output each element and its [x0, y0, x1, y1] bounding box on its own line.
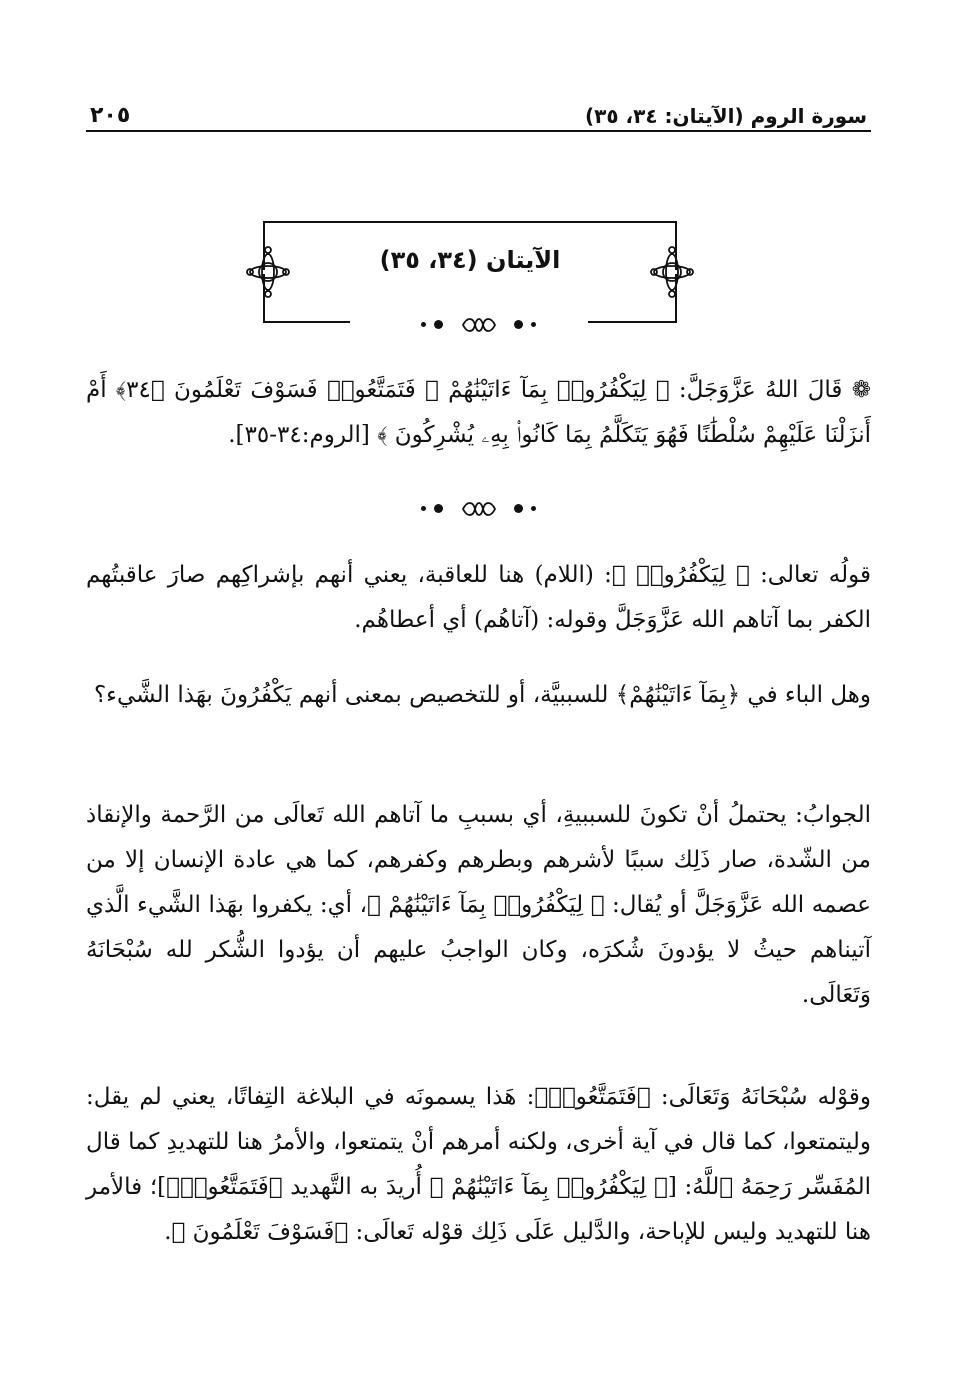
knot-ornament-icon: [650, 242, 694, 302]
header-rule: [86, 130, 871, 132]
paragraph: وقوْله سُبْحَانَهُ وَتَعَالَى: ﴿فَتَمَتَّعُوا۟﴾: هَذا يسمونَه في البلاغة التِفاتًا، يعني لم يقل: وليتمتعوا، كما قال في آية أخرى، ولكنه أمرهم أنْ يتمتعوا، والأمرُ هنا للتهديدِ كما قال المُفَسِّر رَحِمَهُ ٱللَّهُ: [﴿ لِيَكْفُرُوا۟ بِمَآ ءَاتَيْنَٰهُمْ ﴾ أُريدَ به التَّهديد ﴿فَتَمَتَّعُوا۟﴾]؛ فالأمر هنا للتهديد وليس للإباحة، والدَّليل عَلَى ذَلِك قوْله تَعالَى: ﴿فَسَوْفَ تَعْلَمُونَ ﴾.: [86, 1084, 871, 1245]
verse-block: ❁ قَالَ اللهُ عَزَّوَجَلَّ: ﴿ لِيَكْفُرُوا۟ بِمَآ ءَاتَيْنَٰهُمْ ۚ فَتَمَتَّعُوا۟ فَسَوْفَ تَعْلَمُونَ ﴿٣٤﴾ أَمْ أَنزَلْنَا عَلَيْهِمْ سُلْطَٰنًا فَهُوَ يَتَكَلَّمُ بِمَا كَانُوا۟ بِهِۦ يُشْرِكُونَ ﴾ [الروم:٣٤-٣٥].: [86, 377, 871, 448]
running-title: سورة الروم (الآيتان: ٣٤، ٣٥): [585, 104, 867, 128]
section-title-frame: [262, 220, 678, 324]
page-number: ٢٠٥: [90, 103, 131, 128]
divider-knot-icon: [461, 317, 497, 333]
ornamental-divider: [0, 498, 957, 517]
paragraph: قولُه تعالى: ﴿ لِيَكْفُرُوا۟ ﴾: (اللام) هنا للعاقبة، يعني أنهم بإشراكِهم صارَ عاقبتُهم الكفر بما آتاهم الله عَزَّوَجَلَّ وقوله: (آتاهُم) أي أعطاهُم.: [86, 562, 871, 633]
paragraph: وهل الباء في ﴿بِمَآ ءَاتَيْنَٰهُمْ﴾ للسببيَّة، أو للتخصيص بمعنى أنهم يَكْفُرُونَ بهَذا الشَّيء؟: [93, 682, 871, 708]
divider-knot-icon: [461, 501, 497, 517]
running-header: [90, 92, 867, 128]
section-title: الآيتان (٣٤، ٣٥): [379, 246, 561, 274]
ornamental-divider: [0, 314, 957, 333]
paragraph: الجوابُ: يحتملُ أنْ تكونَ للسببيةِ، أي بسببِ ما آتاهم الله تَعالَى من الرَّحمة والإنقاذ من الشّدة، صار ذَلِك سببًا لأشرهم وبطرهم وكفرهم، كما هي عادة الإنسان إلا من عصمه الله عَزَّوَجَلَّ أو يُقال: ﴿ لِيَكْفُرُوا۟ بِمَآ ءَاتَيْنَٰهُمْ ﴾، أي: يكفروا بهَذا الشَّيء الَّذي آتيناهم حيثُ لا يؤدونَ شُكرَه، وكان الواجبُ عليهم أن يؤدوا الشُّكر لله سُبْحَانَهُ وَتَعَالَى.: [86, 802, 871, 1008]
knot-ornament-icon: [246, 242, 290, 302]
